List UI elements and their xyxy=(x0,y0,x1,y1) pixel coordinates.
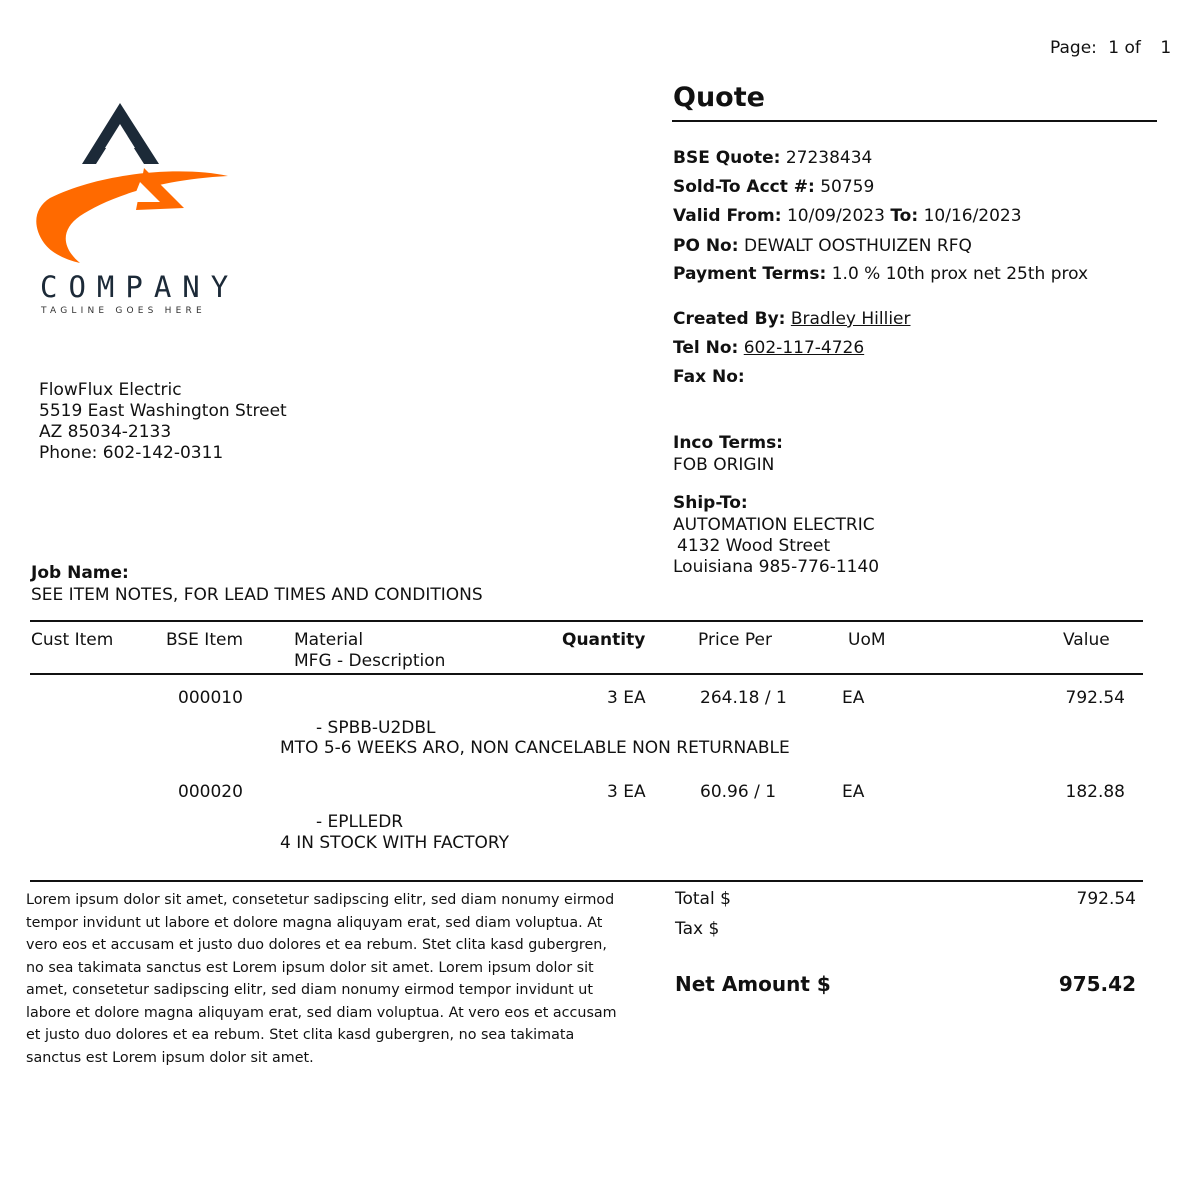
fax-line: Fax No: xyxy=(673,367,745,387)
row-price: 60.96 / 1 xyxy=(700,782,777,802)
vendor-phone: Phone: 602-142-0311 xyxy=(39,443,224,463)
title-divider xyxy=(672,120,1157,122)
footer-notes: Lorem ipsum dolor sit amet, consetetur sadipscing elitr, sed diam nonumy eirmod tempor invidunt ut labore et dolore magna aliquyam erat, sed diam voluptua. At vero eos et accusam et justo duo dolores et ea rebum. Stet clita kasd gubergren, no sea takimata sanctus est Lorem ipsum dolor sit amet. Lorem ipsum dolor sit amet, consetetur sadipscing elitr, sed diam nonumy eirmod tempor invidunt ut labore et dolore magna aliquyam erat, sed diam voluptua. At vero eos et accusam et justo duo dolores et ea rebum. Stet clita kasd gubergren, no sea takimata sanctus est Lorem ipsum dolor sit amet. xyxy=(26,892,617,1066)
col-uom: UoM xyxy=(848,630,886,650)
page-title: Quote xyxy=(673,82,765,113)
col-mfg-description: MFG - Description xyxy=(294,651,446,671)
tel-link[interactable]: 602-117-4726 xyxy=(743,338,865,358)
page-number: Page: 1 of 1 xyxy=(1050,38,1172,58)
row-quantity: 3 EA xyxy=(607,688,646,708)
col-price-per: Price Per xyxy=(698,630,772,650)
bse-quote-line: BSE Quote: 27238434 xyxy=(673,148,873,168)
payment-terms-line: Payment Terms: 1.0 % 10th prox net 25th prox xyxy=(673,264,1089,284)
col-value: Value xyxy=(1063,630,1110,650)
row-uom: EA xyxy=(842,688,865,708)
tax-label: Tax $ xyxy=(675,919,720,939)
vendor-city: AZ 85034-2133 xyxy=(39,422,172,442)
inco-terms-label: Inco Terms: xyxy=(673,433,783,453)
row-part: - SPBB-U2DBL xyxy=(316,718,436,738)
row-part: - EPLLEDR xyxy=(316,812,404,832)
ship-to-state: Louisiana 985-776-1140 xyxy=(673,557,880,577)
row-uom: EA xyxy=(842,782,865,802)
logo-tagline: TAGLINE GOES HERE xyxy=(41,306,206,316)
po-line: PO No: DEWALT OOSTHUIZEN RFQ xyxy=(673,236,972,256)
row-bse-item: 000020 xyxy=(178,782,243,802)
ship-to-street: 4132 Wood Street xyxy=(677,536,831,556)
col-quantity: Quantity xyxy=(562,630,646,650)
inco-terms-value: FOB ORIGIN xyxy=(673,455,775,475)
col-cust-item: Cust Item xyxy=(31,630,114,650)
sold-to-line: Sold-To Acct #: 50759 xyxy=(673,177,875,197)
ship-to-name: AUTOMATION ELECTRIC xyxy=(673,515,875,535)
row-price: 264.18 / 1 xyxy=(700,688,787,708)
total-value: 792.54 xyxy=(1076,889,1136,909)
row-note: MTO 5-6 WEEKS ARO, NON CANCELABLE NON RETURNABLE xyxy=(280,738,790,758)
logo-swoosh xyxy=(36,171,228,263)
table-top-rule xyxy=(30,620,1143,622)
logo-wordmark: COMPANY xyxy=(40,270,240,304)
total-label: Total $ xyxy=(675,889,731,909)
valid-dates-line: Valid From: 10/09/2023 To: 10/16/2023 xyxy=(673,206,1022,226)
col-material: Material xyxy=(294,630,364,650)
row-note: 4 IN STOCK WITH FACTORY xyxy=(280,833,510,853)
col-bse-item: BSE Item xyxy=(166,630,243,650)
created-by-line: Created By: Bradley Hillier xyxy=(673,309,911,329)
job-name-label: Job Name: xyxy=(31,563,129,583)
row-quantity: 3 EA xyxy=(607,782,646,802)
vendor-name: FlowFlux Electric xyxy=(39,380,182,400)
ship-to-label: Ship-To: xyxy=(673,493,748,513)
job-name-value: SEE ITEM NOTES, FOR LEAD TIMES AND CONDITIONS xyxy=(31,585,483,605)
net-amount-value: 975.42 xyxy=(1058,972,1136,996)
vendor-address xyxy=(39,380,287,464)
row-bse-item: 000010 xyxy=(178,688,243,708)
table-bottom-rule xyxy=(30,880,1143,882)
vendor-street: 5519 East Washington Street xyxy=(39,401,287,421)
row-value: 182.88 xyxy=(1065,782,1125,802)
row-value: 792.54 xyxy=(1065,688,1125,708)
net-amount-label: Net Amount $ xyxy=(675,972,831,996)
table-header-rule xyxy=(30,673,1143,675)
created-by-link[interactable]: Bradley Hillier xyxy=(790,309,911,329)
tel-line: Tel No: 602-117-4726 xyxy=(673,338,865,358)
